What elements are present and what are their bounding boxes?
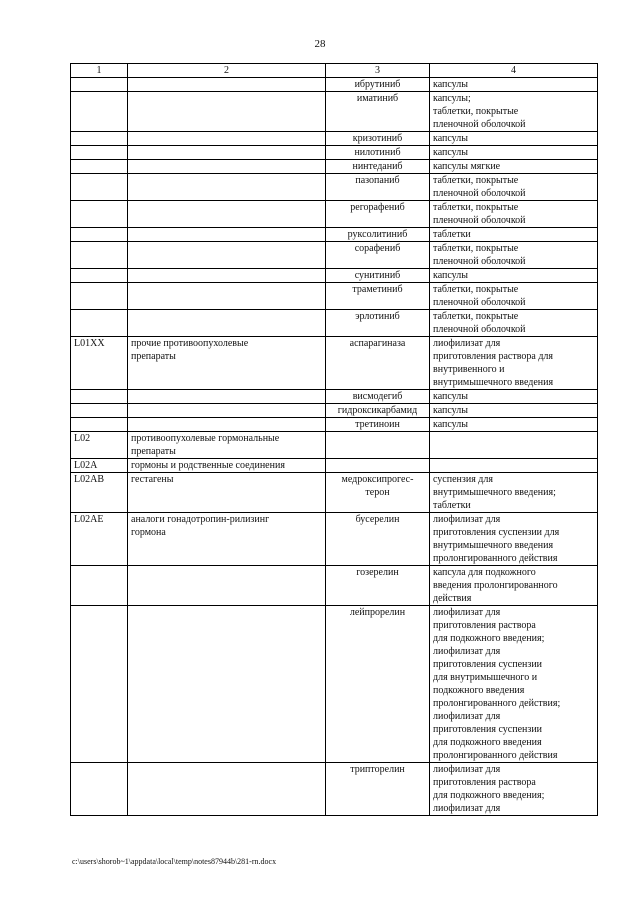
table-row: [71, 337, 598, 390]
group-name-cell: противоопухолевые гормональные препараты: [128, 432, 326, 459]
drug-name-cell: третиноин: [326, 418, 430, 432]
group-name-cell: [128, 78, 326, 92]
atc-code-cell: [71, 160, 128, 174]
column-header: 4: [430, 64, 598, 78]
dosage-form-cell: суспензия для внутримышечного введения; таблетки: [430, 473, 598, 513]
drug-name-cell: трипторелин: [326, 763, 430, 816]
drug-name-cell: ибрутиниб: [326, 78, 430, 92]
dosage-form-cell: лиофилизат для приготовления раствора для подкожного введения; лиофилизат для приготовления суспензии для внутримышечного и подкожного введения пролонгированного действия; лиофилизат для приготовления суспензии для подкожного введения пролонгированного действия: [430, 606, 598, 763]
drug-name-cell: бусерелин: [326, 513, 430, 566]
atc-code-cell: L02: [71, 432, 128, 459]
group-name-cell: [128, 390, 326, 404]
dosage-form-cell: капсулы; таблетки, покрытые пленочной оболочкой: [430, 92, 598, 132]
atc-code-cell: L02AB: [71, 473, 128, 513]
group-name-cell: [128, 310, 326, 337]
drug-name-cell: сорафениб: [326, 242, 430, 269]
dosage-form-cell: капсулы: [430, 132, 598, 146]
atc-code-cell: [71, 404, 128, 418]
dosage-form-cell: капсулы мягкие: [430, 160, 598, 174]
table-row: [71, 146, 598, 160]
table-body: [71, 78, 598, 816]
dosage-form-cell: таблетки, покрытые пленочной оболочкой: [430, 174, 598, 201]
group-name-cell: [128, 92, 326, 132]
table-row: [71, 310, 598, 337]
atc-code-cell: [71, 146, 128, 160]
table-row: [71, 201, 598, 228]
dosage-form-cell: таблетки: [430, 228, 598, 242]
table-row: [71, 473, 598, 513]
table-row: [71, 606, 598, 763]
group-name-cell: [128, 606, 326, 763]
table-row: [71, 418, 598, 432]
atc-code-cell: L01XX: [71, 337, 128, 390]
dosage-form-cell: капсулы: [430, 390, 598, 404]
atc-code-cell: [71, 174, 128, 201]
column-header: 2: [128, 64, 326, 78]
drug-name-cell: [326, 432, 430, 459]
table-row: [71, 160, 598, 174]
group-name-cell: гестагены: [128, 473, 326, 513]
drug-table: [70, 63, 598, 816]
dosage-form-cell: таблетки, покрытые пленочной оболочкой: [430, 310, 598, 337]
drug-name-cell: регорафениб: [326, 201, 430, 228]
group-name-cell: [128, 132, 326, 146]
table-row: [71, 432, 598, 459]
table-row: [71, 228, 598, 242]
atc-code-cell: [71, 201, 128, 228]
dosage-form-cell: [430, 432, 598, 459]
atc-code-cell: [71, 269, 128, 283]
atc-code-cell: [71, 310, 128, 337]
group-name-cell: [128, 283, 326, 310]
group-name-cell: гормоны и родственные соединения: [128, 459, 326, 473]
page-number: 28: [314, 38, 326, 50]
drug-name-cell: руксолитиниб: [326, 228, 430, 242]
dosage-form-cell: капсулы: [430, 418, 598, 432]
atc-code-cell: L02A: [71, 459, 128, 473]
table-row: [71, 92, 598, 132]
drug-name-cell: эрлотиниб: [326, 310, 430, 337]
drug-name-cell: кризотиниб: [326, 132, 430, 146]
table-row: [71, 566, 598, 606]
table-row: [71, 513, 598, 566]
drug-name-cell: нинтеданиб: [326, 160, 430, 174]
group-name-cell: аналоги гонадотропин-рилизинг гормона: [128, 513, 326, 566]
group-name-cell: [128, 763, 326, 816]
drug-name-cell: аспарагиназа: [326, 337, 430, 390]
drug-name-cell: медроксипрогес- терон: [326, 473, 430, 513]
table-row: [71, 390, 598, 404]
atc-code-cell: [71, 92, 128, 132]
dosage-form-cell: лиофилизат для приготовления раствора для внутривенного и внутримышечного введения: [430, 337, 598, 390]
drug-name-cell: пазопаниб: [326, 174, 430, 201]
drug-name-cell: висмодегиб: [326, 390, 430, 404]
atc-code-cell: [71, 418, 128, 432]
table-row: [71, 404, 598, 418]
group-name-cell: [128, 269, 326, 283]
table-row: [71, 242, 598, 269]
group-name-cell: [128, 201, 326, 228]
group-name-cell: [128, 418, 326, 432]
table-row: [71, 174, 598, 201]
drug-name-cell: сунитиниб: [326, 269, 430, 283]
atc-code-cell: [71, 242, 128, 269]
table-row: [71, 132, 598, 146]
table-row: [71, 283, 598, 310]
drug-name-cell: траметиниб: [326, 283, 430, 310]
group-name-cell: [128, 146, 326, 160]
dosage-form-cell: таблетки, покрытые пленочной оболочкой: [430, 283, 598, 310]
dosage-form-cell: капсула для подкожного введения пролонгированного действия: [430, 566, 598, 606]
atc-code-cell: [71, 566, 128, 606]
drug-name-cell: иматиниб: [326, 92, 430, 132]
atc-code-cell: [71, 132, 128, 146]
atc-code-cell: [71, 78, 128, 92]
dosage-form-cell: капсулы: [430, 269, 598, 283]
drug-name-cell: гозерелин: [326, 566, 430, 606]
group-name-cell: прочие противоопухолевые препараты: [128, 337, 326, 390]
table-row: [71, 763, 598, 816]
drug-name-cell: нилотиниб: [326, 146, 430, 160]
group-name-cell: [128, 404, 326, 418]
drug-name-cell: [326, 459, 430, 473]
table-header-row: [71, 64, 598, 78]
group-name-cell: [128, 228, 326, 242]
drug-name-cell: гидроксикарбамид: [326, 404, 430, 418]
dosage-form-cell: таблетки, покрытые пленочной оболочкой: [430, 201, 598, 228]
column-header: 1: [71, 64, 128, 78]
atc-code-cell: L02AE: [71, 513, 128, 566]
atc-code-cell: [71, 390, 128, 404]
dosage-form-cell: лиофилизат для приготовления суспензии для внутримышечного введения пролонгированного действия: [430, 513, 598, 566]
table-row: [71, 459, 598, 473]
dosage-form-cell: капсулы: [430, 146, 598, 160]
dosage-form-cell: таблетки, покрытые пленочной оболочкой: [430, 242, 598, 269]
dosage-form-cell: капсулы: [430, 78, 598, 92]
dosage-form-cell: [430, 459, 598, 473]
drug-name-cell: лейпрорелин: [326, 606, 430, 763]
footer-file-path: c:\users\shorob~1\appdata\local\temp\notes87944b\281-rn.docx: [72, 857, 277, 866]
group-name-cell: [128, 174, 326, 201]
table-row: [71, 78, 598, 92]
dosage-form-cell: лиофилизат для приготовления раствора для подкожного введения; лиофилизат для: [430, 763, 598, 816]
group-name-cell: [128, 242, 326, 269]
atc-code-cell: [71, 283, 128, 310]
dosage-form-cell: капсулы: [430, 404, 598, 418]
atc-code-cell: [71, 606, 128, 763]
group-name-cell: [128, 160, 326, 174]
atc-code-cell: [71, 228, 128, 242]
atc-code-cell: [71, 763, 128, 816]
column-header: 3: [326, 64, 430, 78]
group-name-cell: [128, 566, 326, 606]
table-row: [71, 269, 598, 283]
